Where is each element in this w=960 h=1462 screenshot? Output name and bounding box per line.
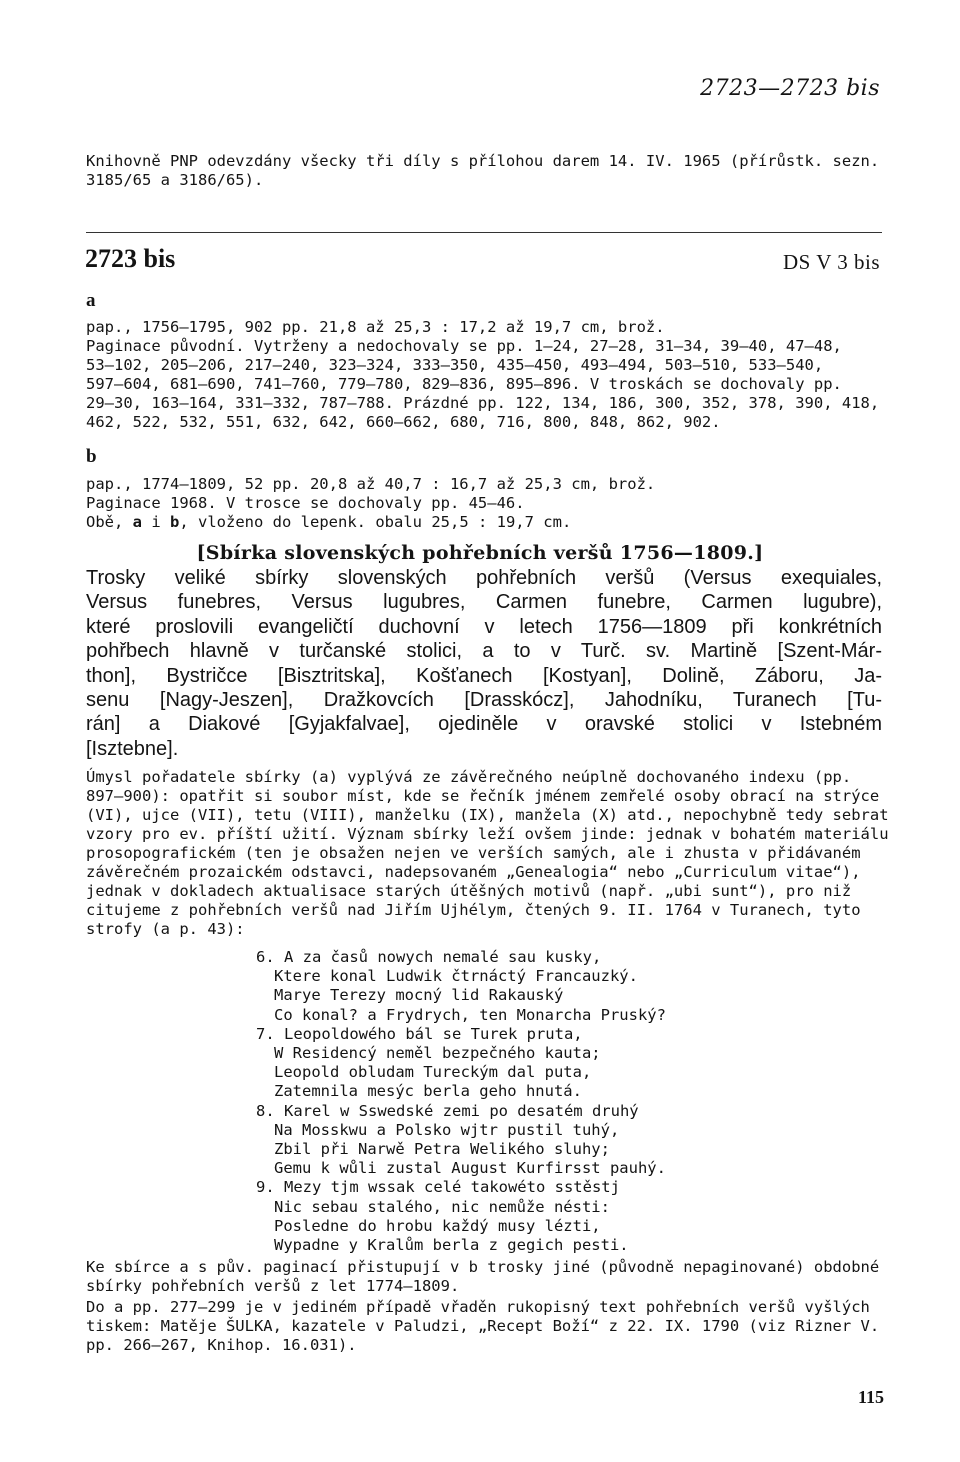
stanza-number: 6.	[256, 948, 275, 966]
verse-line: Wypadne y Kralům berla z gegich pesti.	[274, 1236, 629, 1255]
commentary	[86, 768, 889, 939]
text-line: 462, 522, 532, 551, 632, 642, 660—662, 680, 716, 800, 848, 862, 902.	[86, 413, 721, 431]
text-line: vzory pro ev. příští užití. Význam sbírky leží ovšem jinde: jednak v bohatém materiálu	[86, 825, 889, 843]
stanza-number: 9.	[256, 1178, 275, 1197]
stanza	[256, 1025, 666, 1102]
section-divider	[86, 232, 882, 233]
stanza-number: 8.	[256, 1101, 275, 1120]
verse-line: W Residencý neměl bezpečného kauta;	[274, 1044, 601, 1063]
entry-number: 2723 bis	[85, 244, 176, 273]
verse-line: Leopold obludam Tureckým dal puta,	[274, 1063, 592, 1082]
part-a-letter: a	[86, 290, 96, 311]
verse-line: Gemu k wůli zustal August Kurfirsst pauhý.	[274, 1159, 666, 1178]
verse-line: Co konal? a Frydrych, ten Monarcha Pruský?	[274, 1005, 666, 1024]
text-line: Knihovně PNP odevzdány všecky tři díly s přílohou darem 14. IV. 1965 (přírůstk. sezn.	[86, 152, 880, 170]
verse-line: Nic sebau stalého, nic nemůže nésti:	[274, 1197, 610, 1216]
stanza	[256, 1178, 666, 1255]
text-line: rán] a Diakové [Gyjakfalvae], ojediněle v oravské stolici v Istebném	[86, 713, 882, 736]
verse-line: Marye Terezy mocný lid Rakauský	[274, 986, 564, 1005]
text-line: pap., 1756—1795, 902 pp. 21,8 až 25,3 : 17,2 až 19,7 cm, brož.	[86, 318, 665, 336]
part-b-description	[86, 475, 886, 532]
related-fragments-note	[86, 1258, 886, 1296]
text-line: tiskem: Matěje ŠULKA, kazatele v Paludzi, „Recept Boží“ z 22. IX. 1790 (viz Rizner V.	[86, 1317, 880, 1335]
text-line: (VI), ujce (VII), tetu (VIII), manželku (IX), manžela (X) atd., nepochybně tedy sebrat	[86, 806, 889, 824]
verse-line: Na Mosskwu a Polsko wjtr pustil tuhý,	[274, 1120, 620, 1139]
text-line: sbírky pohřebních veršů z let 1774—1809.	[86, 1277, 460, 1295]
text-line: thon], Bystričce [Bisztritska], Košťanech [Kostyan], Dolině, Záboru, Ja-	[86, 664, 882, 687]
stanza-number: 7.	[256, 1024, 275, 1043]
text-line: Do a pp. 277—299 je v jediném případě vřaděn rukopisný text pohřebních veršů vyšlých	[86, 1298, 870, 1316]
text-line: [Isztebne].	[86, 737, 179, 760]
text-line: Versus funebres, Versus lugubres, Carmen funebre, Carmen lugubre),	[86, 591, 882, 614]
text-line: Úmysl pořadatele sbírky (a) vyplývá ze závěrečného neúplně dochovaného indexu (pp.	[86, 768, 852, 786]
text-line: Paginace 1968. V trosce se dochovaly pp. 45—46.	[86, 494, 525, 512]
binding-note: Obě, a i b, vloženo do lepenk. obalu 25,5 : 19,7 cm.	[86, 513, 572, 531]
text-line: 597—604, 681—690, 741—760, 779—780, 829—836, 895—896. V troskách se dochovaly pp.	[86, 375, 842, 393]
text-line: prosopografickém (ten je obsažen nejen ve verších samých, ale i zhusta v přidávaném	[86, 844, 861, 862]
text-line: Ke sbírce a s pův. paginací přistupují v b trosky jiné (původně nepaginované) obdobné	[86, 1258, 880, 1276]
text-line: 53—102, 205—206, 217—240, 323—324, 333—350, 435—450, 493—494, 503—510, 533—540,	[86, 356, 824, 374]
verse-line: 7. Leopoldowého bál se Turek pruta,	[256, 1024, 583, 1043]
text-line: citujeme z pohřebních veršů nad Jiřím Ujhélym, čtených 9. II. 1764 v Turanech, tyto	[86, 901, 861, 919]
text-line: které proslovili evangeličtí duchovní v letech 1756—1809 při konkrétních	[86, 615, 882, 638]
text-line: strofy (a p. 43):	[86, 920, 245, 938]
text-line: závěrečném prozaickém odstavci, nadepsovaném „Genealogia“ nebo „Curriculum vitae“),	[86, 863, 861, 881]
text-line: pp. 266—267, Knihop. 16.031).	[86, 1336, 357, 1354]
text-line: Paginace původní. Vytrženy a nedochovaly se pp. 1—24, 27—28, 31—34, 39—40, 47—48,	[86, 337, 842, 355]
part-a-description	[86, 318, 886, 432]
stanza	[256, 948, 666, 1025]
verse-line: Zatemnila mesýc berla geho hnutá.	[274, 1082, 582, 1101]
verse-line: Posledne do hrobu každý musy lézti,	[274, 1216, 601, 1235]
stanza	[256, 1102, 666, 1179]
text-line: pohřbech hlavně v turčanské stolici, a to v Turč. sv. Martině [Szent-Már-	[86, 640, 882, 663]
verse-line: Zbil při Narwě Petra Welikého sluhy;	[274, 1140, 610, 1159]
quoted-poem	[256, 948, 666, 1255]
verse-line: 9. Mezy tjm wssak celé takowéto sstěstj	[256, 1178, 620, 1197]
verse-line: 8. Karel w Sswedské zemi po desatém druhý	[256, 1101, 639, 1120]
verse-line: Ktere konal Ludwik čtrnáctý Francauzký.	[274, 967, 638, 986]
verse-line: 6. A za časů nowych nemalé sau kusky,	[256, 948, 602, 966]
part-b-letter: b	[86, 446, 97, 467]
insertion-note	[86, 1298, 886, 1355]
text-line: jednak v dokladech aktualisace starých útěšných motivů (např. „ubi sunt“), pro niž	[86, 882, 852, 900]
text-line: 3185/65 a 3186/65).	[86, 171, 264, 189]
text-line: pap., 1774—1809, 52 pp. 20,8 až 40,7 : 16,7 až 25,3 cm, brož.	[86, 475, 656, 493]
content-summary	[86, 566, 882, 761]
text-line: Trosky veliké sbírky slovenských pohřebních veršů (Versus exequiales,	[86, 567, 882, 589]
shelfmark: DS V 3 bis	[782, 250, 880, 274]
text-line: 29—30, 163—164, 331—332, 787—788. Prázdné pp. 122, 134, 186, 300, 352, 378, 390, 418,	[86, 394, 880, 412]
page-number: 115	[857, 1387, 884, 1407]
work-title: [Sbírka slovenských pohřebních veršů 1756—1809.]	[196, 542, 764, 564]
running-head: 2723—2723 bis	[700, 76, 880, 101]
text-line: senu [Nagy-Jeszen], Dražkovcích [Drasskócz], Jahodníku, Turanech [Tu-	[86, 689, 882, 712]
provenance-note	[86, 152, 886, 190]
text-line: 897—900): opatřit si soubor míst, kde se řečník jménem zemřelé osoby obrací na strýce	[86, 787, 880, 805]
